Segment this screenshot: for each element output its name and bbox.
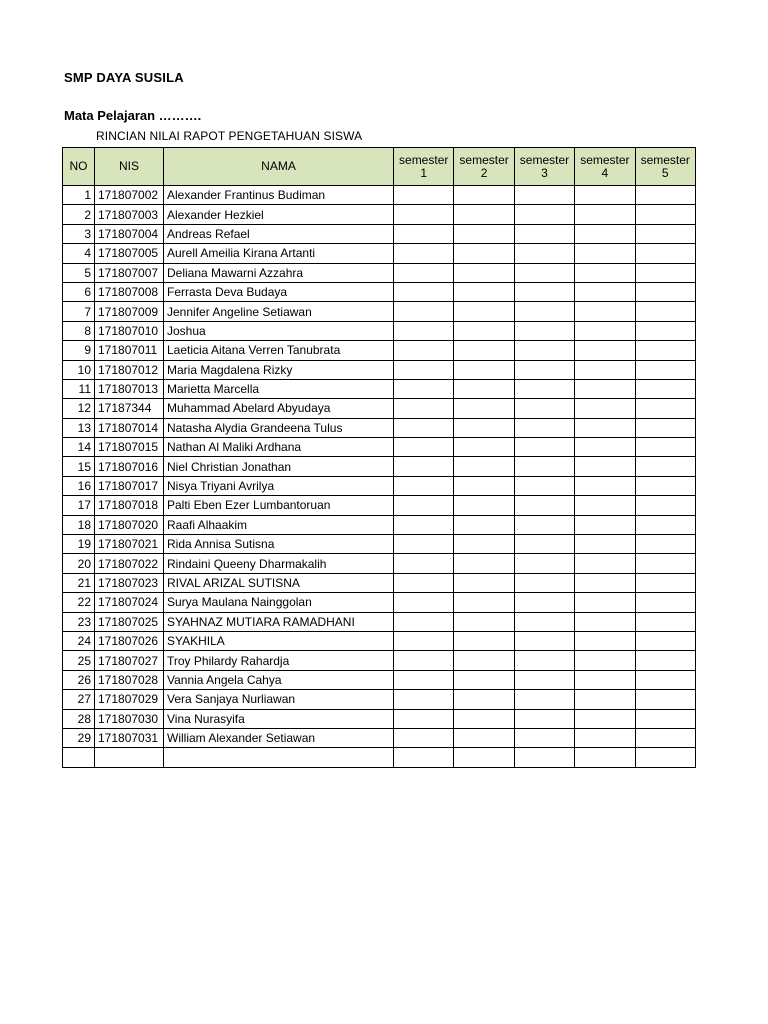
row-no-cell: 2 — [63, 205, 95, 224]
row-semester-4-cell — [575, 205, 635, 224]
row-no-cell: 22 — [63, 593, 95, 612]
row-no-cell: 24 — [63, 631, 95, 650]
row-semester-4-cell — [575, 457, 635, 476]
semester-label: semester — [580, 152, 630, 167]
row-semester-1-cell — [394, 457, 454, 476]
row-semester-3-cell — [514, 418, 574, 437]
row-semester-5-cell — [635, 670, 695, 689]
row-nama-cell: Alexander Frantinus Budiman — [164, 186, 394, 205]
row-no-cell: 8 — [63, 321, 95, 340]
row-semester-1-cell — [394, 728, 454, 747]
table-row — [63, 496, 696, 515]
row-semester-3-cell — [514, 631, 574, 650]
row-semester-2-cell — [454, 379, 514, 398]
row-semester-4-cell — [575, 399, 635, 418]
row-semester-4-cell — [575, 554, 635, 573]
row-nama-cell: Deliana Mawarni Azzahra — [164, 263, 394, 282]
row-semester-4-cell — [575, 593, 635, 612]
row-nis-cell: 171807013 — [95, 379, 164, 398]
row-nama-cell: SYAHNAZ MUTIARA RAMADHANI — [164, 612, 394, 631]
row-semester-4-cell — [575, 418, 635, 437]
row-semester-1-cell — [394, 263, 454, 282]
row-semester-4-cell — [575, 244, 635, 263]
row-semester-5-cell — [635, 515, 695, 534]
table-row — [63, 651, 696, 670]
row-semester-3-cell — [514, 496, 574, 515]
row-no-cell: 1 — [63, 186, 95, 205]
row-nis-cell: 171807009 — [95, 302, 164, 321]
row-semester-1-cell — [394, 496, 454, 515]
row-nis-cell: 171807027 — [95, 651, 164, 670]
row-no-cell: 15 — [63, 457, 95, 476]
row-semester-1-cell — [394, 476, 454, 495]
row-nis-cell: 171807026 — [95, 631, 164, 650]
row-no-cell: 25 — [63, 651, 95, 670]
row-nama-cell: Nathan Al Maliki Ardhana — [164, 438, 394, 457]
row-semester-5-cell — [635, 341, 695, 360]
row-semester-3-cell — [514, 321, 574, 340]
row-semester-5-cell — [635, 224, 695, 243]
row-nis-cell: 171807018 — [95, 496, 164, 515]
row-nis-cell: 171807007 — [95, 263, 164, 282]
row-semester-3-cell — [514, 379, 574, 398]
row-nama-cell: Ferrasta Deva Budaya — [164, 282, 394, 301]
row-nama-cell — [164, 748, 394, 767]
row-no-cell: 19 — [63, 535, 95, 554]
row-semester-5-cell — [635, 360, 695, 379]
col-header-semester-1 — [394, 148, 454, 186]
row-semester-1-cell — [394, 651, 454, 670]
row-semester-1-cell — [394, 341, 454, 360]
row-semester-4-cell — [575, 612, 635, 631]
row-semester-3-cell — [514, 728, 574, 747]
row-semester-1-cell — [394, 438, 454, 457]
row-semester-2-cell — [454, 670, 514, 689]
row-semester-2-cell — [454, 399, 514, 418]
row-semester-1-cell — [394, 690, 454, 709]
row-no-cell: 27 — [63, 690, 95, 709]
row-nama-cell: Maria Magdalena Rizky — [164, 360, 394, 379]
row-semester-5-cell — [635, 554, 695, 573]
row-semester-2-cell — [454, 573, 514, 592]
table-row — [63, 399, 696, 418]
semester-number: 2 — [480, 165, 488, 180]
table-header-row — [63, 148, 696, 186]
row-nama-cell: Muhammad Abelard Abyudaya — [164, 399, 394, 418]
row-nis-cell: 171807023 — [95, 573, 164, 592]
row-semester-3-cell — [514, 535, 574, 554]
table-row — [63, 748, 696, 767]
table-row — [63, 302, 696, 321]
row-semester-3-cell — [514, 438, 574, 457]
row-semester-3-cell — [514, 612, 574, 631]
row-semester-5-cell — [635, 418, 695, 437]
table-row — [63, 670, 696, 689]
row-semester-4-cell — [575, 728, 635, 747]
row-nis-cell: 171807002 — [95, 186, 164, 205]
row-semester-1-cell — [394, 224, 454, 243]
row-semester-2-cell — [454, 282, 514, 301]
row-semester-3-cell — [514, 651, 574, 670]
col-header-no: NO — [63, 148, 95, 186]
row-semester-3-cell — [514, 399, 574, 418]
row-semester-2-cell — [454, 457, 514, 476]
row-semester-4-cell — [575, 573, 635, 592]
table-row — [63, 728, 696, 747]
row-no-cell: 7 — [63, 302, 95, 321]
row-nis-cell: 171807014 — [95, 418, 164, 437]
table-row — [63, 573, 696, 592]
row-semester-2-cell — [454, 651, 514, 670]
col-header-nama: NAMA — [164, 148, 394, 186]
table-row — [63, 282, 696, 301]
row-semester-3-cell — [514, 263, 574, 282]
semester-label: semester — [519, 152, 570, 167]
row-no-cell: 28 — [63, 709, 95, 728]
row-nama-cell: Natasha Alydia Grandeena Tulus — [164, 418, 394, 437]
row-nama-cell: Raafi Alhaakim — [164, 515, 394, 534]
row-semester-1-cell — [394, 418, 454, 437]
row-nis-cell: 171807030 — [95, 709, 164, 728]
row-semester-1-cell — [394, 709, 454, 728]
row-no-cell: 29 — [63, 728, 95, 747]
row-semester-1-cell — [394, 186, 454, 205]
row-semester-4-cell — [575, 748, 635, 767]
row-semester-4-cell — [575, 496, 635, 515]
row-no-cell: 14 — [63, 438, 95, 457]
col-header-semester-5 — [635, 148, 695, 186]
table-row — [63, 224, 696, 243]
row-semester-1-cell — [394, 748, 454, 767]
table-row — [63, 321, 696, 340]
row-no-cell: 20 — [63, 554, 95, 573]
row-semester-1-cell — [394, 244, 454, 263]
row-nis-cell: 171807024 — [95, 593, 164, 612]
row-no-cell: 11 — [63, 379, 95, 398]
row-nis-cell: 171807011 — [95, 341, 164, 360]
col-header-nis: NIS — [95, 148, 164, 186]
row-semester-4-cell — [575, 360, 635, 379]
table-row — [63, 709, 696, 728]
row-no-cell: 18 — [63, 515, 95, 534]
row-semester-2-cell — [454, 709, 514, 728]
row-nis-cell: 17187344 — [95, 399, 164, 418]
row-no-cell: 21 — [63, 573, 95, 592]
table-row — [63, 379, 696, 398]
row-semester-1-cell — [394, 360, 454, 379]
row-nama-cell: Vina Nurasyifa — [164, 709, 394, 728]
row-semester-4-cell — [575, 282, 635, 301]
row-semester-1-cell — [394, 399, 454, 418]
row-nis-cell: 171807017 — [95, 476, 164, 495]
row-semester-3-cell — [514, 670, 574, 689]
row-semester-5-cell — [635, 748, 695, 767]
row-semester-4-cell — [575, 670, 635, 689]
row-nis-cell: 171807010 — [95, 321, 164, 340]
row-nis-cell: 171807025 — [95, 612, 164, 631]
row-semester-2-cell — [454, 690, 514, 709]
row-semester-3-cell — [514, 244, 574, 263]
row-semester-1-cell — [394, 379, 454, 398]
row-semester-2-cell — [454, 263, 514, 282]
table-row — [63, 186, 696, 205]
semester-label: semester — [459, 152, 509, 167]
row-nis-cell: 171807020 — [95, 515, 164, 534]
row-semester-2-cell — [454, 631, 514, 650]
semester-number: 3 — [541, 165, 548, 180]
row-semester-2-cell — [454, 438, 514, 457]
row-nama-cell: Alexander Hezkiel — [164, 205, 394, 224]
row-semester-4-cell — [575, 263, 635, 282]
table-row — [63, 535, 696, 554]
row-nama-cell: Rindaini Queeny Dharmakalih — [164, 554, 394, 573]
row-nama-cell: Palti Eben Ezer Lumbantoruan — [164, 496, 394, 515]
row-nama-cell: Laeticia Aitana Verren Tanubrata — [164, 341, 394, 360]
semester-label: semester — [640, 152, 690, 167]
row-nama-cell: Jennifer Angeline Setiawan — [164, 302, 394, 321]
row-semester-1-cell — [394, 535, 454, 554]
row-semester-1-cell — [394, 670, 454, 689]
row-semester-3-cell — [514, 457, 574, 476]
row-semester-5-cell — [635, 631, 695, 650]
row-no-cell: 3 — [63, 224, 95, 243]
row-semester-1-cell — [394, 631, 454, 650]
row-nama-cell: William Alexander Setiawan — [164, 728, 394, 747]
table-row — [63, 418, 696, 437]
row-semester-2-cell — [454, 476, 514, 495]
row-nis-cell: 171807012 — [95, 360, 164, 379]
row-semester-5-cell — [635, 379, 695, 398]
semester-number: 1 — [420, 165, 428, 180]
row-semester-4-cell — [575, 709, 635, 728]
row-no-cell: 4 — [63, 244, 95, 263]
row-semester-3-cell — [514, 224, 574, 243]
table-row — [63, 612, 696, 631]
row-semester-1-cell — [394, 205, 454, 224]
row-semester-5-cell — [635, 728, 695, 747]
row-semester-5-cell — [635, 302, 695, 321]
row-nama-cell: Vera Sanjaya Nurliawan — [164, 690, 394, 709]
row-semester-4-cell — [575, 379, 635, 398]
row-semester-4-cell — [575, 186, 635, 205]
table-row — [63, 476, 696, 495]
row-nis-cell — [95, 748, 164, 767]
table-row — [63, 438, 696, 457]
semester-label: semester — [399, 152, 449, 167]
row-nama-cell: SYAKHILA — [164, 631, 394, 650]
row-no-cell: 23 — [63, 612, 95, 631]
row-semester-2-cell — [454, 321, 514, 340]
row-no-cell: 9 — [63, 341, 95, 360]
row-semester-3-cell — [514, 554, 574, 573]
table-row — [63, 457, 696, 476]
table-row — [63, 341, 696, 360]
row-nama-cell: Vannia Angela Cahya — [164, 670, 394, 689]
row-nama-cell: Nisya Triyani Avrilya — [164, 476, 394, 495]
row-semester-2-cell — [454, 728, 514, 747]
table-row — [63, 244, 696, 263]
col-header-semester-2 — [454, 148, 514, 186]
row-semester-2-cell — [454, 612, 514, 631]
row-semester-4-cell — [575, 535, 635, 554]
row-semester-1-cell — [394, 302, 454, 321]
row-no-cell: 13 — [63, 418, 95, 437]
row-semester-3-cell — [514, 690, 574, 709]
row-nis-cell: 171807016 — [95, 457, 164, 476]
row-semester-5-cell — [635, 573, 695, 592]
row-semester-5-cell — [635, 476, 695, 495]
row-semester-4-cell — [575, 438, 635, 457]
row-semester-3-cell — [514, 360, 574, 379]
row-semester-3-cell — [514, 476, 574, 495]
row-semester-3-cell — [514, 186, 574, 205]
row-semester-2-cell — [454, 535, 514, 554]
row-nama-cell: Marietta Marcella — [164, 379, 394, 398]
row-semester-1-cell — [394, 573, 454, 592]
row-no-cell: 10 — [63, 360, 95, 379]
row-semester-4-cell — [575, 302, 635, 321]
row-semester-5-cell — [635, 496, 695, 515]
row-semester-1-cell — [394, 282, 454, 301]
row-semester-1-cell — [394, 515, 454, 534]
table-row — [63, 554, 696, 573]
grades-table — [62, 147, 696, 768]
row-nama-cell: Surya Maulana Nainggolan — [164, 593, 394, 612]
row-semester-5-cell — [635, 457, 695, 476]
table-row — [63, 515, 696, 534]
table-row — [63, 631, 696, 650]
row-nama-cell: Aurell Ameilia Kirana Artanti — [164, 244, 394, 263]
row-semester-1-cell — [394, 612, 454, 631]
table-row — [63, 593, 696, 612]
row-semester-2-cell — [454, 341, 514, 360]
row-nis-cell: 171807028 — [95, 670, 164, 689]
row-semester-4-cell — [575, 341, 635, 360]
row-no-cell: 6 — [63, 282, 95, 301]
row-nis-cell: 171807029 — [95, 690, 164, 709]
row-semester-5-cell — [635, 612, 695, 631]
row-nama-cell: Troy Philardy Rahardja — [164, 651, 394, 670]
row-semester-1-cell — [394, 321, 454, 340]
row-nis-cell: 171807005 — [95, 244, 164, 263]
row-semester-3-cell — [514, 282, 574, 301]
row-semester-1-cell — [394, 554, 454, 573]
row-nis-cell: 171807031 — [95, 728, 164, 747]
row-nama-cell: RIVAL ARIZAL SUTISNA — [164, 573, 394, 592]
row-semester-5-cell — [635, 593, 695, 612]
row-semester-2-cell — [454, 496, 514, 515]
row-semester-3-cell — [514, 573, 574, 592]
col-header-semester-4 — [575, 148, 635, 186]
row-semester-4-cell — [575, 515, 635, 534]
row-semester-3-cell — [514, 205, 574, 224]
report-title: RINCIAN NILAI RAPOT PENGETAHUAN SISWA — [96, 129, 363, 143]
row-nama-cell: Joshua — [164, 321, 394, 340]
row-semester-5-cell — [635, 244, 695, 263]
row-semester-4-cell — [575, 321, 635, 340]
row-semester-3-cell — [514, 593, 574, 612]
table-row — [63, 205, 696, 224]
school-name: SMP DAYA SUSILA — [64, 70, 184, 85]
row-semester-4-cell — [575, 224, 635, 243]
row-semester-5-cell — [635, 709, 695, 728]
table-row — [63, 360, 696, 379]
semester-number: 5 — [661, 165, 669, 180]
row-semester-5-cell — [635, 321, 695, 340]
row-no-cell: 17 — [63, 496, 95, 515]
row-semester-3-cell — [514, 341, 574, 360]
row-semester-5-cell — [635, 263, 695, 282]
row-nis-cell: 171807008 — [95, 282, 164, 301]
row-semester-2-cell — [454, 554, 514, 573]
row-semester-2-cell — [454, 748, 514, 767]
row-semester-2-cell — [454, 302, 514, 321]
row-no-cell: 12 — [63, 399, 95, 418]
row-nama-cell: Niel Christian Jonathan — [164, 457, 394, 476]
row-semester-2-cell — [454, 360, 514, 379]
row-nis-cell: 171807003 — [95, 205, 164, 224]
row-semester-3-cell — [514, 302, 574, 321]
row-semester-2-cell — [454, 593, 514, 612]
row-semester-4-cell — [575, 690, 635, 709]
semester-number: 4 — [601, 165, 609, 180]
row-semester-5-cell — [635, 690, 695, 709]
row-semester-5-cell — [635, 205, 695, 224]
row-semester-5-cell — [635, 438, 695, 457]
row-semester-4-cell — [575, 651, 635, 670]
table-body — [63, 186, 696, 768]
subject-line: Mata Pelajaran ………. — [64, 108, 202, 123]
row-semester-1-cell — [394, 593, 454, 612]
row-nama-cell: Andreas Refael — [164, 224, 394, 243]
table-row — [63, 690, 696, 709]
row-semester-2-cell — [454, 515, 514, 534]
row-no-cell — [63, 748, 95, 767]
row-semester-2-cell — [454, 205, 514, 224]
row-no-cell: 16 — [63, 476, 95, 495]
row-semester-5-cell — [635, 399, 695, 418]
row-nis-cell: 171807021 — [95, 535, 164, 554]
row-semester-5-cell — [635, 186, 695, 205]
row-semester-3-cell — [514, 709, 574, 728]
row-semester-4-cell — [575, 631, 635, 650]
table-row — [63, 263, 696, 282]
row-semester-2-cell — [454, 244, 514, 263]
row-nis-cell: 171807004 — [95, 224, 164, 243]
row-nis-cell: 171807015 — [95, 438, 164, 457]
row-semester-2-cell — [454, 418, 514, 437]
row-no-cell: 5 — [63, 263, 95, 282]
row-semester-2-cell — [454, 224, 514, 243]
row-semester-3-cell — [514, 515, 574, 534]
row-nis-cell: 171807022 — [95, 554, 164, 573]
col-header-semester-3 — [514, 148, 574, 186]
row-semester-5-cell — [635, 535, 695, 554]
row-semester-5-cell — [635, 282, 695, 301]
row-semester-5-cell — [635, 651, 695, 670]
row-nama-cell: Rida Annisa Sutisna — [164, 535, 394, 554]
row-semester-2-cell — [454, 186, 514, 205]
row-no-cell: 26 — [63, 670, 95, 689]
row-semester-4-cell — [575, 476, 635, 495]
row-semester-3-cell — [514, 748, 574, 767]
